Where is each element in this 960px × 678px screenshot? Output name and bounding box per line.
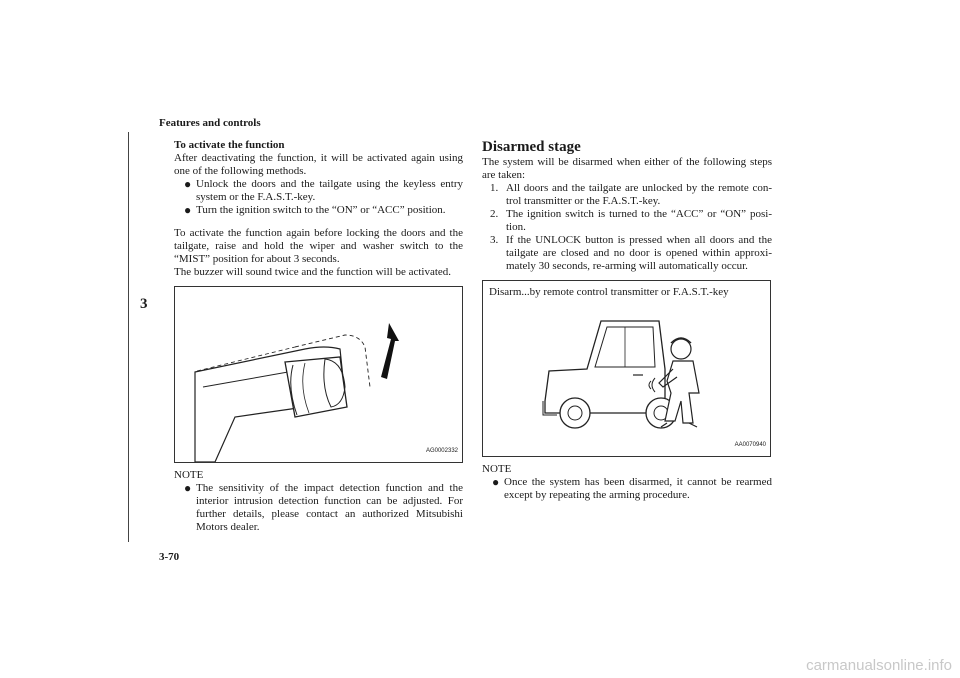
disarmed-heading: Disarmed stage bbox=[482, 139, 581, 155]
note-item: ● Once the system has been disarmed, it cannot be rearmed except by repeating the arming procedure. bbox=[492, 475, 772, 501]
bullet-icon: ● bbox=[184, 481, 192, 495]
disarm-figure bbox=[482, 280, 771, 457]
bullet-icon: ● bbox=[184, 203, 192, 217]
disarmed-intro: The system will be disarmed when either of the following steps are taken: bbox=[482, 156, 772, 181]
page-number: 3-70 bbox=[159, 551, 180, 563]
left-column bbox=[174, 139, 463, 534]
car-remote-illustration bbox=[483, 281, 770, 456]
paragraph: To activate the function again before locking the doors and the tailgate, raise and hold the wiper and washer switch to the “MIST” position for about 3 seconds. bbox=[174, 227, 463, 265]
wiper-lever-illustration bbox=[175, 287, 462, 462]
paragraph: The buzzer will sound twice and the function will be activated. bbox=[174, 266, 452, 278]
list-item: 3. If the UNLOCK button is pressed when all doors and the tailgate are closed and no door is opened within approxi-mately 30 seconds, re-arming will automatically occur. bbox=[490, 234, 772, 272]
figure-caption: Disarm...by remote control transmitter or F.A.S.T.-key bbox=[489, 286, 729, 298]
note-label: NOTE bbox=[174, 469, 204, 481]
figure-code: AG0002332 bbox=[425, 448, 458, 454]
list-item: ● Unlock the doors and the tailgate using the keyless entry system or the F.A.S.T.-key. bbox=[184, 177, 463, 203]
list-item: ● Turn the ignition switch to the “ON” or “ACC” position. bbox=[184, 203, 446, 217]
activate-intro: After deactivating the function, it will be activated again using one of the following methods. bbox=[174, 152, 463, 177]
activate-heading: To activate the function bbox=[174, 139, 285, 151]
watermark: carmanualsonline.info bbox=[806, 657, 952, 674]
chapter-number: 3 bbox=[140, 296, 148, 312]
section-header: Features and controls bbox=[159, 117, 261, 129]
list-item: 2. The ignition switch is turned to the “ACC” or “ON” posi-tion. bbox=[490, 208, 772, 233]
bullet-icon: ● bbox=[492, 475, 500, 489]
wiper-switch-figure bbox=[174, 286, 463, 463]
note-item: ● The sensitivity of the impact detection function and the interior intrusion detection function can be adjusted. For further details, please contact an authorized Mitsubishi Motors dealer. bbox=[184, 481, 463, 533]
figure-code: AA0070940 bbox=[734, 442, 766, 448]
chapter-divider bbox=[128, 132, 129, 542]
bullet-icon: ● bbox=[184, 177, 192, 191]
list-item: 1. All doors and the tailgate are unlocked by the remote con-trol transmitter or the F.A.S.T.-key. bbox=[490, 182, 772, 207]
note-label: NOTE bbox=[482, 463, 512, 475]
right-column bbox=[482, 139, 772, 502]
